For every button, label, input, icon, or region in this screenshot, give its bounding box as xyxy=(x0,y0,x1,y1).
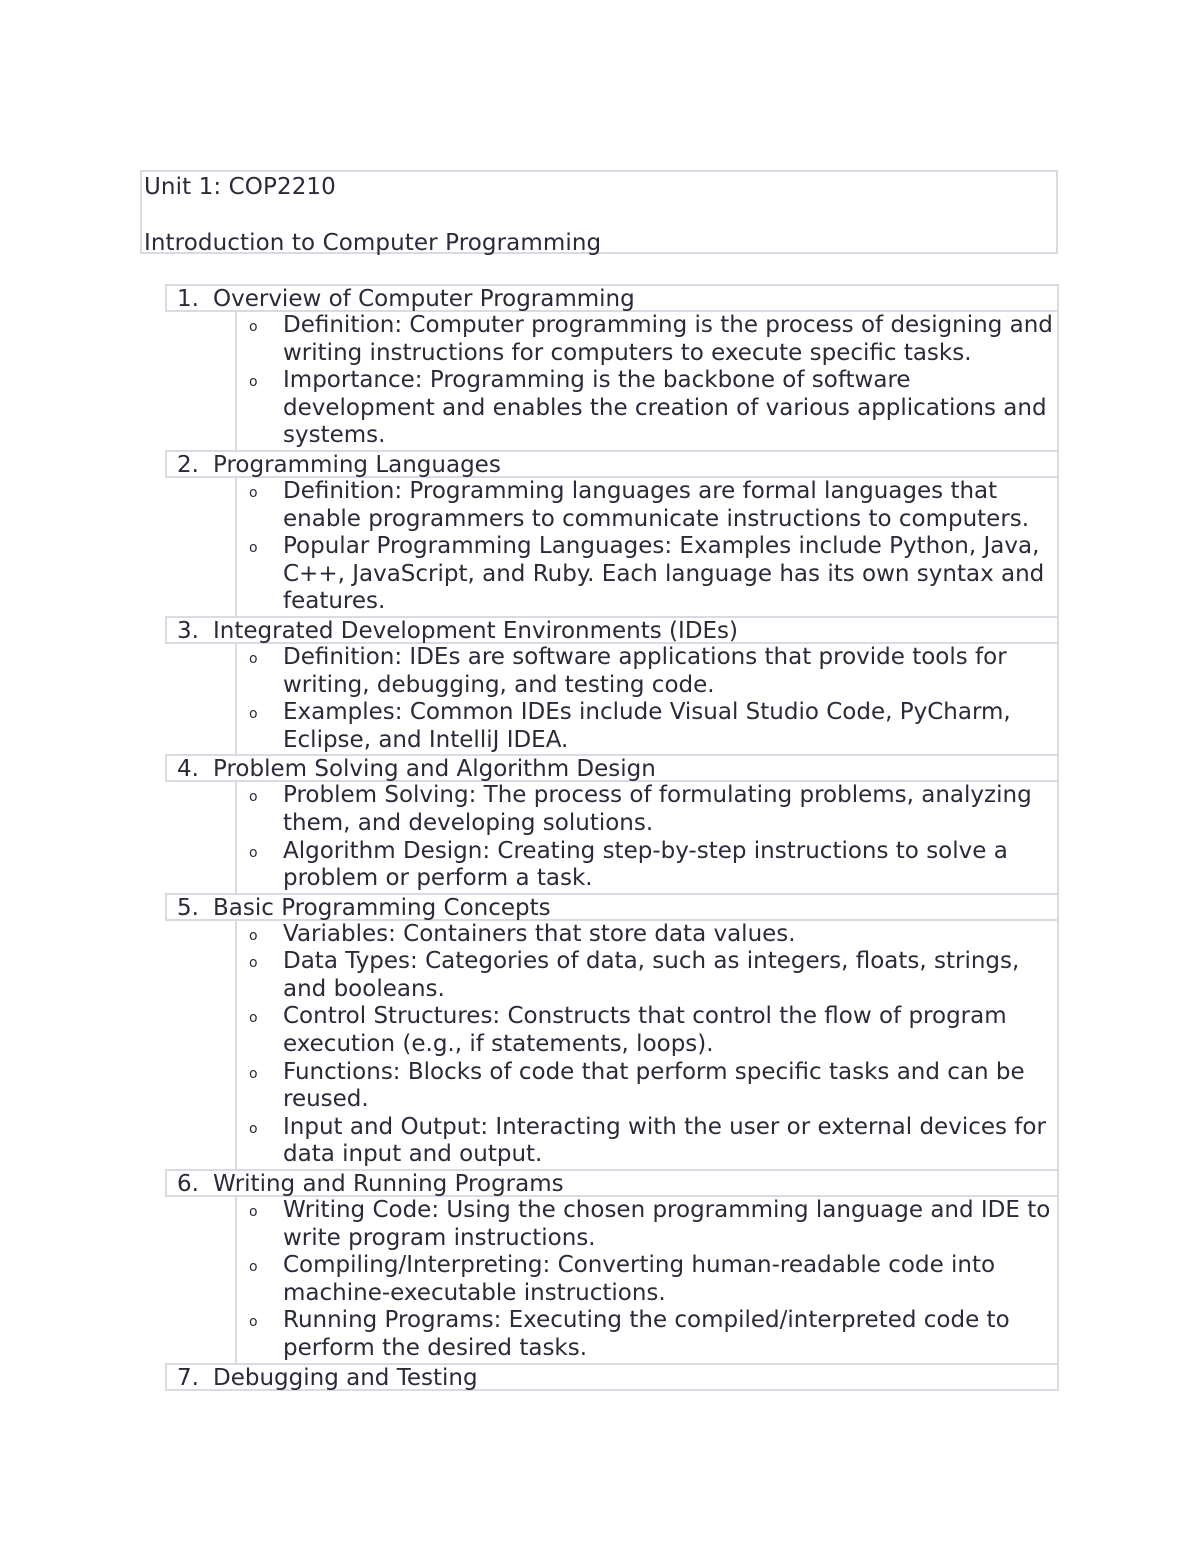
bullet-item xyxy=(237,312,1057,367)
circle-bullet-icon: o xyxy=(249,540,258,557)
section-title: Debugging and Testing xyxy=(213,1364,478,1391)
circle-bullet-icon: o xyxy=(249,706,258,723)
bullet-item xyxy=(237,1003,1057,1058)
section-number: 5. xyxy=(177,894,199,921)
section-bullet-list xyxy=(235,644,1059,754)
bullet-text: Importance: Programming is the backbone of software development and enables the creation of various applications and systems. xyxy=(283,367,1047,449)
circle-bullet-icon: o xyxy=(249,955,258,972)
section-heading xyxy=(165,616,1059,644)
section-title: Problem Solving and Algorithm Design xyxy=(213,756,656,783)
section-number: 2. xyxy=(177,451,199,478)
section-heading xyxy=(165,1169,1059,1197)
section-heading xyxy=(165,893,1059,921)
bullet-item xyxy=(237,1307,1057,1362)
section-bullet-list xyxy=(235,921,1059,1169)
section-bullet-list xyxy=(235,478,1059,616)
section-number: 6. xyxy=(177,1171,199,1198)
bullet-item xyxy=(237,1114,1057,1169)
course-title: Introduction to Computer Programming xyxy=(144,230,602,256)
section-bullet-list xyxy=(235,1197,1059,1363)
bullet-item xyxy=(237,478,1057,533)
bullet-text: Variables: Containers that store data values. xyxy=(283,920,796,947)
bullet-text: Writing Code: Using the chosen programming language and IDE to write program instructions. xyxy=(283,1197,1051,1251)
section-heading xyxy=(165,1363,1059,1391)
bullet-item xyxy=(237,699,1057,754)
section-number: 1. xyxy=(177,286,199,312)
section-title: Overview of Computer Programming xyxy=(213,286,635,312)
section-title: Writing and Running Programs xyxy=(213,1171,564,1198)
section-bullet-list xyxy=(235,782,1059,892)
circle-bullet-icon: o xyxy=(249,1065,258,1082)
section-bullet-list xyxy=(235,312,1059,450)
circle-bullet-icon: o xyxy=(249,1010,258,1027)
bullet-item xyxy=(237,533,1057,616)
unit-header-box xyxy=(140,170,1058,254)
circle-bullet-icon: o xyxy=(249,789,258,806)
circle-bullet-icon: o xyxy=(249,319,258,335)
bullet-item xyxy=(237,367,1057,450)
circle-bullet-icon: o xyxy=(249,1120,258,1137)
section-heading xyxy=(165,284,1059,312)
circle-bullet-icon: o xyxy=(249,650,258,667)
bullet-item xyxy=(237,782,1057,837)
bullet-text: Algorithm Design: Creating step-by-step instructions to solve a problem or perform a task. xyxy=(283,837,1008,892)
circle-bullet-icon: o xyxy=(249,844,258,861)
bullet-text: Definition: Computer programming is the process of designing and writing instructions for computers to execute specific tasks. xyxy=(283,312,1053,366)
section-number: 7. xyxy=(177,1364,199,1391)
section-number: 4. xyxy=(177,756,199,783)
bullet-text: Running Programs: Executing the compiled/interpreted code to perform the desired tasks. xyxy=(283,1307,1010,1361)
section-title: Basic Programming Concepts xyxy=(213,894,551,921)
bullet-item xyxy=(237,838,1057,893)
bullet-item xyxy=(237,1059,1057,1114)
section-heading xyxy=(165,754,1059,782)
bullet-item xyxy=(237,1197,1057,1252)
section-title: Programming Languages xyxy=(213,451,501,478)
bullet-item xyxy=(237,921,1057,949)
bullet-item xyxy=(237,948,1057,1003)
bullet-text: Input and Output: Interacting with the user or external devices for data input and output. xyxy=(283,1113,1046,1168)
bullet-text: Definition: IDEs are software applications that provide tools for writing, debugging, and testing code. xyxy=(283,643,1007,698)
section-heading xyxy=(165,450,1059,478)
circle-bullet-icon: o xyxy=(249,927,258,944)
bullet-text: Compiling/Interpreting: Converting human-readable code into machine-executable instructions. xyxy=(283,1252,996,1306)
bullet-text: Control Structures: Constructs that control the flow of program execution (e.g., if statements, loops). xyxy=(283,1003,1007,1058)
section-title: Integrated Development Environments (IDEs) xyxy=(213,617,739,644)
circle-bullet-icon: o xyxy=(249,1204,258,1221)
bullet-text: Examples: Common IDEs include Visual Studio Code, PyCharm, Eclipse, and IntelliJ IDEA. xyxy=(283,699,1011,753)
bullet-text: Problem Solving: The process of formulating problems, analyzing them, and developing solutions. xyxy=(283,782,1032,836)
section-number: 3. xyxy=(177,617,199,644)
bullet-item xyxy=(237,644,1057,699)
bullet-text: Popular Programming Languages: Examples include Python, Java, C++, JavaScript, and Ruby. Each language has its own syntax and features. xyxy=(283,533,1045,615)
bullet-item xyxy=(237,1252,1057,1307)
circle-bullet-icon: o xyxy=(249,374,258,391)
bullet-text: Data Types: Categories of data, such as integers, floats, strings, and booleans. xyxy=(283,948,1020,1002)
circle-bullet-icon: o xyxy=(249,1259,258,1276)
bullet-text: Definition: Programming languages are formal languages that enable programmers to communicate instructions to computers. xyxy=(283,477,1030,532)
bullet-text: Functions: Blocks of code that perform specific tasks and can be reused. xyxy=(283,1058,1025,1113)
circle-bullet-icon: o xyxy=(249,484,258,501)
circle-bullet-icon: o xyxy=(249,1314,258,1331)
course-outline xyxy=(165,284,1059,1391)
unit-label: Unit 1: COP2210 xyxy=(144,174,336,200)
